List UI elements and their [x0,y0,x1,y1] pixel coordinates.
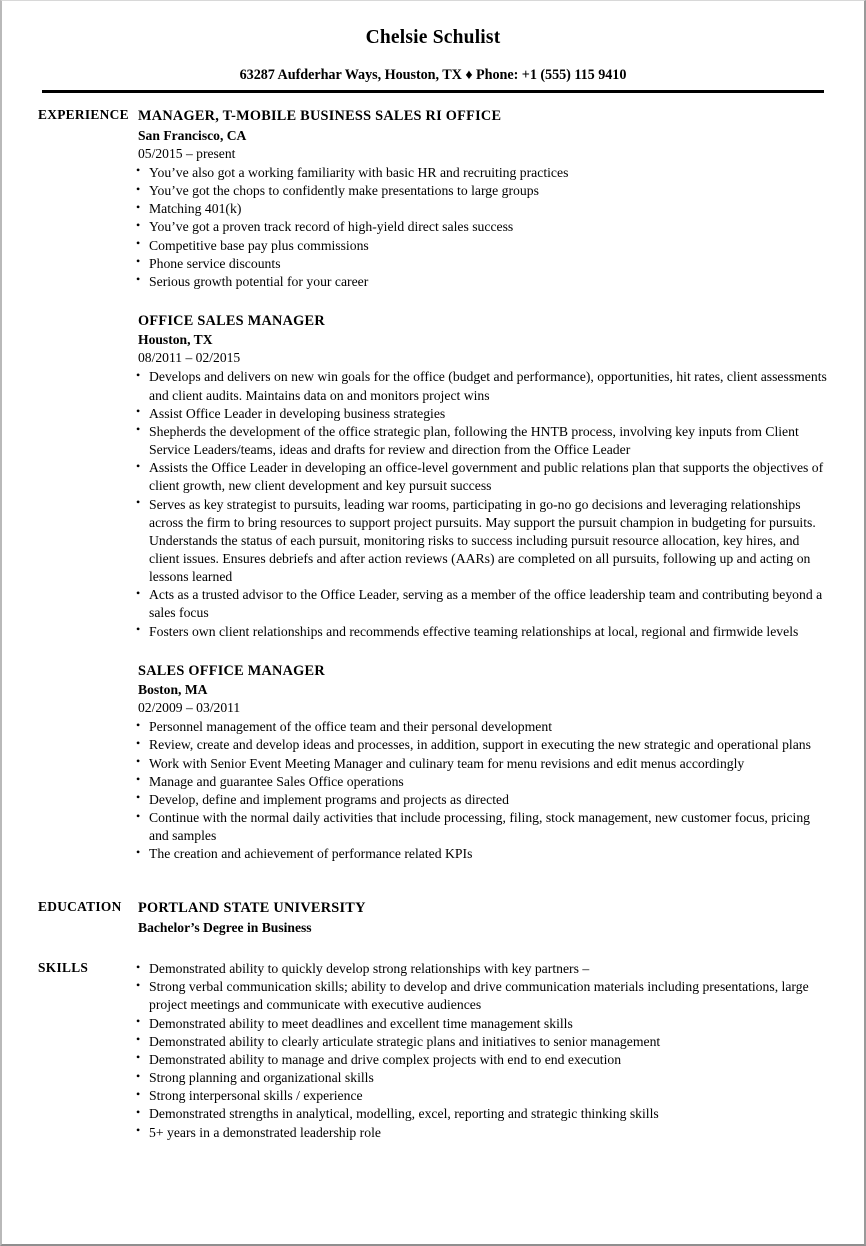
job-location: Boston, MA [138,682,208,698]
list-item: • Demonstrated strengths in analytical, modelling, excel, reporting and strategic thinking skills [127,1105,830,1123]
experience-label: EXPERIENCE [38,107,129,123]
education-school: PORTLAND STATE UNIVERSITY [138,900,366,917]
job-bullets [127,718,830,863]
list-item: • Develops and delivers on new win goals for the office (budget and performance), opportunities, hit rates, client assessments and client audits. Maintains data on and monitors project wins [127,368,830,404]
education-body [127,899,864,937]
experience-entry [127,662,830,864]
job-location: Houston, TX [138,332,213,348]
job-dates: 08/2011 – 02/2015 [138,350,241,366]
contact-line: 63287 Aufderhar Ways, Houston, TX ♦ Phone: +1 (555) 115 9410 [239,67,627,84]
skills-section [2,960,864,1142]
list-item: • Work with Senior Event Meeting Manager and culinary team for menu revisions and edit menus accordingly [127,755,830,773]
skills-bullets [127,960,830,1142]
skills-body [127,960,864,1142]
list-item: • Continue with the normal daily activities that include processing, filing, stock management, new customer focus, pricing and samples [127,809,830,845]
experience-entry [127,312,830,641]
job-location: San Francisco, CA [138,127,247,143]
list-item: • Serves as key strategist to pursuits, leading war rooms, participating in go-no go decisions and leveraging relationships across the firm to bring resources to support project pursuits. May support the pursuit champion in budgeting for pursuits. Understands the status of each pursuit, monitoring risks to success including pursuit resource allocation, key hires, and client issues. Ensures debriefs and after action reviews (AARs) are completed on all pursuits, following up and acting on lessons learned [127,496,830,587]
list-item: • Demonstrated ability to clearly articulate strategic plans and initiatives to senior management [127,1033,830,1051]
experience-body [127,107,864,863]
list-item: • Strong planning and organizational skills [127,1069,830,1087]
education-section [2,899,864,937]
job-bullets [127,368,830,640]
experience-entry [127,107,830,291]
job-dates: 02/2009 – 03/2011 [138,700,241,716]
job-title: MANAGER, T-MOBILE BUSINESS SALES RI OFFICE [138,108,502,125]
job-title: SALES OFFICE MANAGER [138,662,325,679]
education-label: EDUCATION [38,899,122,915]
list-item: • Matching 401(k) [127,200,830,218]
list-item: • Demonstrated ability to manage and drive complex projects with end to end execution [127,1051,830,1069]
job-title: OFFICE SALES MANAGER [138,312,325,329]
list-item: • Serious growth potential for your career [127,273,830,291]
skills-label: SKILLS [38,960,89,976]
list-item: • Review, create and develop ideas and processes, in addition, support in executing the new strategic and operational plans [127,736,830,754]
list-item: • You’ve also got a working familiarity with basic HR and recruiting practices [127,164,830,182]
list-item: • Strong verbal communication skills; ability to develop and drive communication materials including presentations, large project meetings and communicate with executive audiences [127,978,830,1014]
experience-section [2,93,864,863]
list-item: • Fosters own client relationships and recommends effective teaming relationships at local, regional and firmwide levels [127,623,830,641]
list-item: • Assist Office Leader in developing business strategies [127,405,830,423]
job-bullets [127,164,830,291]
list-item: • You’ve got a proven track record of high-yield direct sales success [127,218,830,236]
list-item: • Assists the Office Leader in developing an office-level government and public relations plan that supports the objectives of client growth, new client development and key pursuit success [127,459,830,495]
list-item: • Personnel management of the office team and their personal development [127,718,830,736]
list-item: • 5+ years in a demonstrated leadership role [127,1124,830,1142]
list-item: • Manage and guarantee Sales Office operations [127,773,830,791]
list-item: • Demonstrated ability to quickly develop strong relationships with key partners – [127,960,830,978]
page-content [2,1,864,1142]
list-item: • Shepherds the development of the office strategic plan, following the HNTB process, involving key inputs from Client Service Leaders/teams, ideas and drafts for review and direction from the Office Leader [127,423,830,459]
list-item: • Strong interpersonal skills / experience [127,1087,830,1105]
resume-header [2,1,864,84]
list-item: • Acts as a trusted advisor to the Office Leader, serving as a member of the office leadership team and contributing beyond a sales focus [127,586,830,622]
list-item: • Competitive base pay plus commissions [127,237,830,255]
job-dates: 05/2015 – present [138,145,236,161]
list-item: • The creation and achievement of performance related KPIs [127,845,830,863]
list-item: • You’ve got the chops to confidently make presentations to large groups [127,182,830,200]
candidate-name: Chelsie Schulist [365,27,501,48]
list-item: • Phone service discounts [127,255,830,273]
education-degree: Bachelor’s Degree in Business [138,920,312,936]
list-item: • Demonstrated ability to meet deadlines and excellent time management skills [127,1015,830,1033]
list-item: • Develop, define and implement programs and projects as directed [127,791,830,809]
